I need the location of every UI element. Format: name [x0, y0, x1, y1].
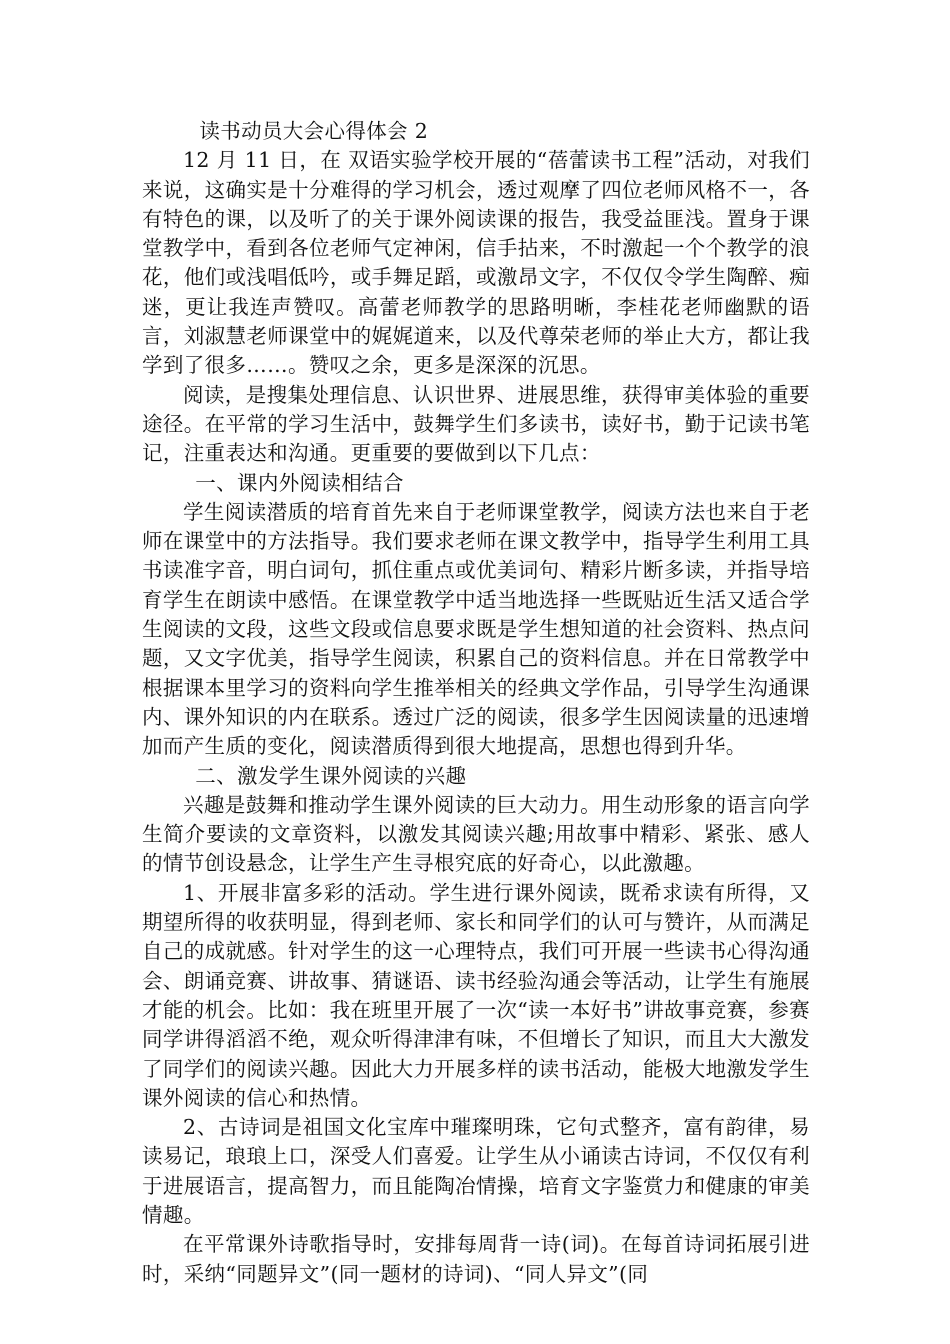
- paragraph-item-1: 1、开展非富多彩的活动。学生进行课外阅读，既希求读有所得，又期望所得的收获明显，得到老师、家长和同学们的认可与赞许，从而满足自己的成就感。针对学生的这一心理特点，我们可开展一些读书心得沟通会、朗诵竞赛、讲故事、猜谜语、读书经验沟通会等活动，让学生有施展才能的机会。比如：我在班里开展了一次“读一本好书”讲故事竞赛，参赛同学讲得滔滔不绝，观众听得津津有味，不但增长了知识，而且大大激发了同学们的阅读兴趣。因此大力开展多样的读书活动，能极大地激发学生课外阅读的信心和热情。: [142, 880, 811, 1110]
- document-title: 读书动员大会心得体会 2: [199, 119, 429, 143]
- paragraph-poetry-guidance: 在平常课外诗歌指导时，安排每周背一诗(词)。在每首诗词拓展引进时，采纳“同题异文”(同一题材的诗词)、“同人异文”(同: [142, 1232, 810, 1286]
- paragraph-section-1: 学生阅读潜质的培育首先来自于老师课堂教学，阅读方法也来自于老师在课堂中的方法指导。我们要求老师在课文教学中，指导学生利用工具书读准字音，明白词句，抓住重点或优美词句、精彩片断多读，并指导培育学生在朗读中感悟。在课堂教学中适当地选择一些既贴近生活又适合学生阅读的文段，这些文段或信息要求既是学生想知道的社会资料、热点问题，又文字优美，指导学生阅读，积累自己的资料信息。并在日常教学中根据课本里学习的资料向学生推举相关的经典文学作品，引导学生沟通课内、课外知识的内在联系。透过广泛的阅读，很多学生因阅读量的迅速增加而产生质的变化，阅读潜质得到很大地提高，思想也得到升华。: [142, 499, 810, 759]
- section-heading-1: 一、课内外阅读相结合: [195, 470, 404, 495]
- paragraph-intro: 12 月 11 日，在 双语实验学校开展的“蓓蕾读书工程”活动，对我们来说，这确实是十分难得的学习机会，透过观摩了四位老师风格不一，各有特色的课，以及听了的关于课外阅读课的报告，我受益匪浅。置身于课堂教学中，看到各位老师气定神闲，信手拈来，不时激起一个个教学的浪花，他们或浅唱低吟，或手舞足蹈，或激昂文字，不仅仅令学生陶醉、痴迷，更让我连声赞叹。高蕾老师教学的思路明晰，李桂花老师幽默的语言，刘淑慧老师课堂中的娓娓道来，以及代尊荣老师的举止大方，都让我学到了很多……。赞叹之余，更多是深深的沉思。: [142, 148, 810, 378]
- paragraph-item-2: 2、古诗词是祖国文化宝库中璀璨明珠，它句式整齐，富有韵律，易读易记，琅琅上口，深受人们喜爱。让学生从小诵读古诗词，不仅仅有利于进展语言，提高智力，而且能陶冶情操，培育文字鉴赏力和健康的审美情趣。: [142, 1115, 810, 1227]
- document-body: [142, 117, 810, 1289]
- paragraph-interest: 兴趣是鼓舞和推动学生课外阅读的巨大动力。用生动形象的语言向学生简介要读的文章资料，以激发其阅读兴趣;用故事中精彩、紧张、感人的情节创设悬念，让学生产生寻根究底的好奇心，以此激趣。: [142, 792, 810, 876]
- paragraph-reading-importance: 阅读，是搜集处理信息、认识世界、进展思维，获得审美体验的重要途径。在平常的学习生活中，鼓舞学生们多读书，读好书，勤于记读书笔记，注重表达和沟通。更重要的要做到以下几点：: [142, 382, 810, 466]
- section-heading-2: 二、激发学生课外阅读的兴趣: [195, 763, 467, 788]
